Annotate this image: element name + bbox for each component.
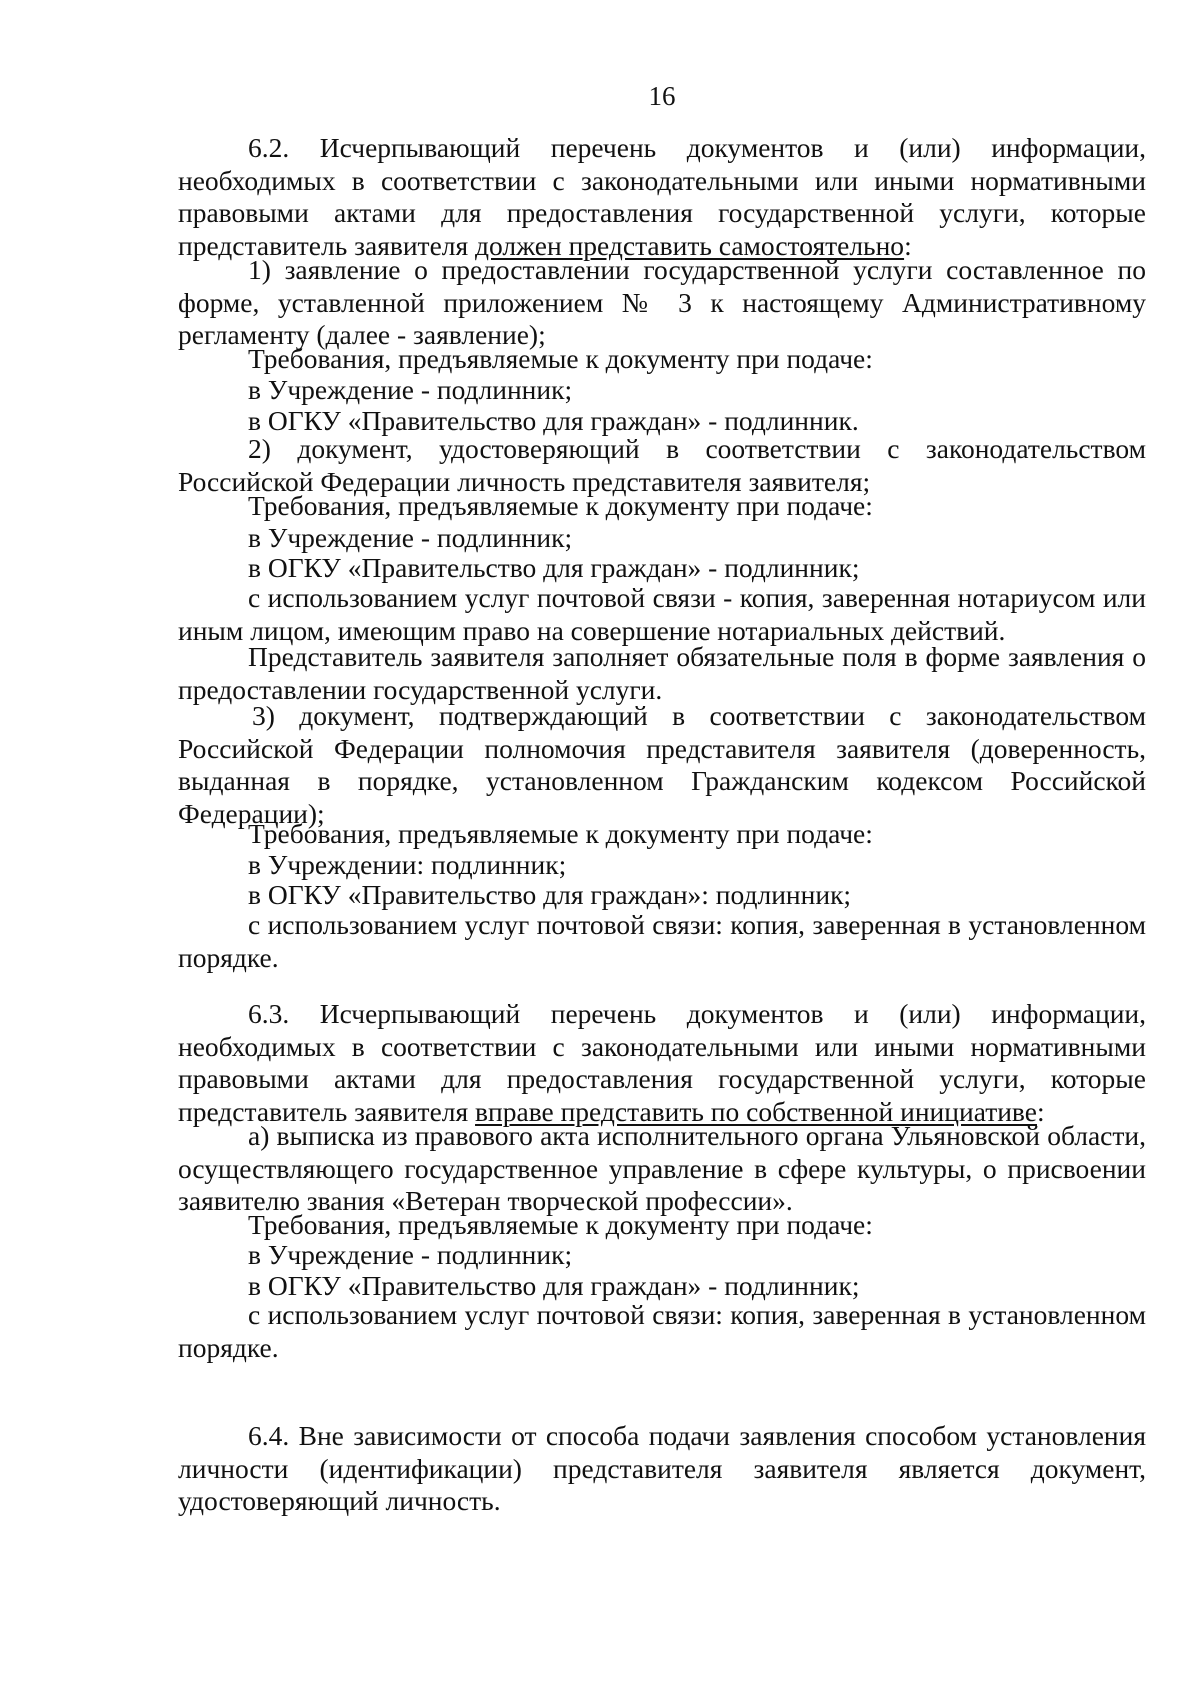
document-page (178, 0, 1146, 1681)
section-6-2-item-2-requirement-post: с использованием услуг почтовой связи - копия, заверенная нотариусом или иным лицом, имеющим право на совершение нотариальных действий. (178, 582, 1146, 646)
page-number: 16 (648, 81, 676, 111)
section-6-2-item-3-requirement-institution: в Учреждении: подлинник; (248, 849, 567, 880)
section-6-2-item-2-requirements-title: Требования, предъявляемые к документу при подаче: (248, 490, 873, 521)
section-6-3-heading-end: : (1036, 1095, 1045, 1127)
section-6-3-requirement-institution: в Учреждение - подлинник; (248, 1239, 573, 1270)
section-6-2-item-2: 2) документ, удостоверяющий в соответствии с законодательством Российской Федерации личность представителя заявителя; (178, 433, 1146, 497)
section-6-3-requirements-title: Требования, предъявляемые к документу при подаче: (248, 1209, 873, 1240)
section-6-2-item-2-requirement-ogku: в ОГКУ «Правительство для граждан» - подлинник; (248, 552, 860, 583)
section-6-3-heading (178, 998, 1146, 1128)
section-6-3-requirement-post: с использованием услуг почтовой связи: копия, заверенная в установленном порядке. (178, 1299, 1146, 1363)
section-6-2-heading-text: 6.2. Исчерпывающий перечень документов и (или) информации, необходимых в соответствии с законодательными или иными нормативными правовыми актами для предоставления государственной услуги, которые представитель заявителя (178, 132, 1146, 261)
section-6-2-representative-note: Представитель заявителя заполняет обязательные поля в форме заявления о предоставлении государственной услуги. (178, 641, 1146, 705)
section-6-2-item-1-requirement-institution: в Учреждение - подлинник; (248, 374, 573, 405)
section-6-3-requirement-ogku: в ОГКУ «Правительство для граждан» - подлинник; (248, 1270, 860, 1301)
section-6-2-heading-end: : (904, 229, 912, 261)
section-6-2-item-3-requirement-post: с использованием услуг почтовой связи: копия, заверенная в установленном порядке. (178, 909, 1146, 973)
section-6-2-heading (178, 132, 1146, 262)
section-6-2-item-2-requirement-institution: в Учреждение - подлинник; (248, 522, 573, 553)
section-6-3-item-a: а) выписка из правового акта исполнительного органа Ульяновской области, осуществляющего государственное управление в сфере культуры, о присвоении заявителю звания «Ветеран творческой профессии». (178, 1120, 1146, 1216)
section-6-2-heading-underlined: должен представить самостоятельно (475, 229, 905, 261)
section-6-2-item-1-requirement-ogku: в ОГКУ «Правительство для граждан» - подлинник. (248, 405, 859, 436)
section-6-2-item-1: 1) заявление о предоставлении государственной услуги составленное по форме, уставленной приложением № 3 к настоящему Административному регламенту (далее - заявление); (178, 254, 1146, 350)
section-6-2-item-3-requirements-title: Требования, предъявляемые к документу при подаче: (248, 818, 873, 849)
section-6-2-item-3: 3) документ, подтверждающий в соответствии с законодательством Российской Федерации полномочия представителя заявителя (доверенность, выданная в порядке, установленном Гражданским кодексом Российской Федерации); (178, 700, 1146, 829)
section-6-3-heading-text: 6.3. Исчерпывающий перечень документов и (или) информации, необходимых в соответствии с законодательными или иными нормативными правовыми актами для предоставления государственной услуги, которые представитель заявителя (178, 998, 1146, 1127)
section-6-2-item-3-requirement-ogku: в ОГКУ «Правительство для граждан»: подлинник; (248, 879, 852, 910)
section-6-4-text: 6.4. Вне зависимости от способа подачи заявления способом установления личности (идентификации) представителя заявителя является документ, удостоверяющий личность. (178, 1420, 1146, 1516)
section-6-2-item-1-requirements-title: Требования, предъявляемые к документу при подаче: (248, 343, 873, 374)
section-6-3-heading-underlined: вправе представить по собственной инициативе (475, 1095, 1037, 1127)
